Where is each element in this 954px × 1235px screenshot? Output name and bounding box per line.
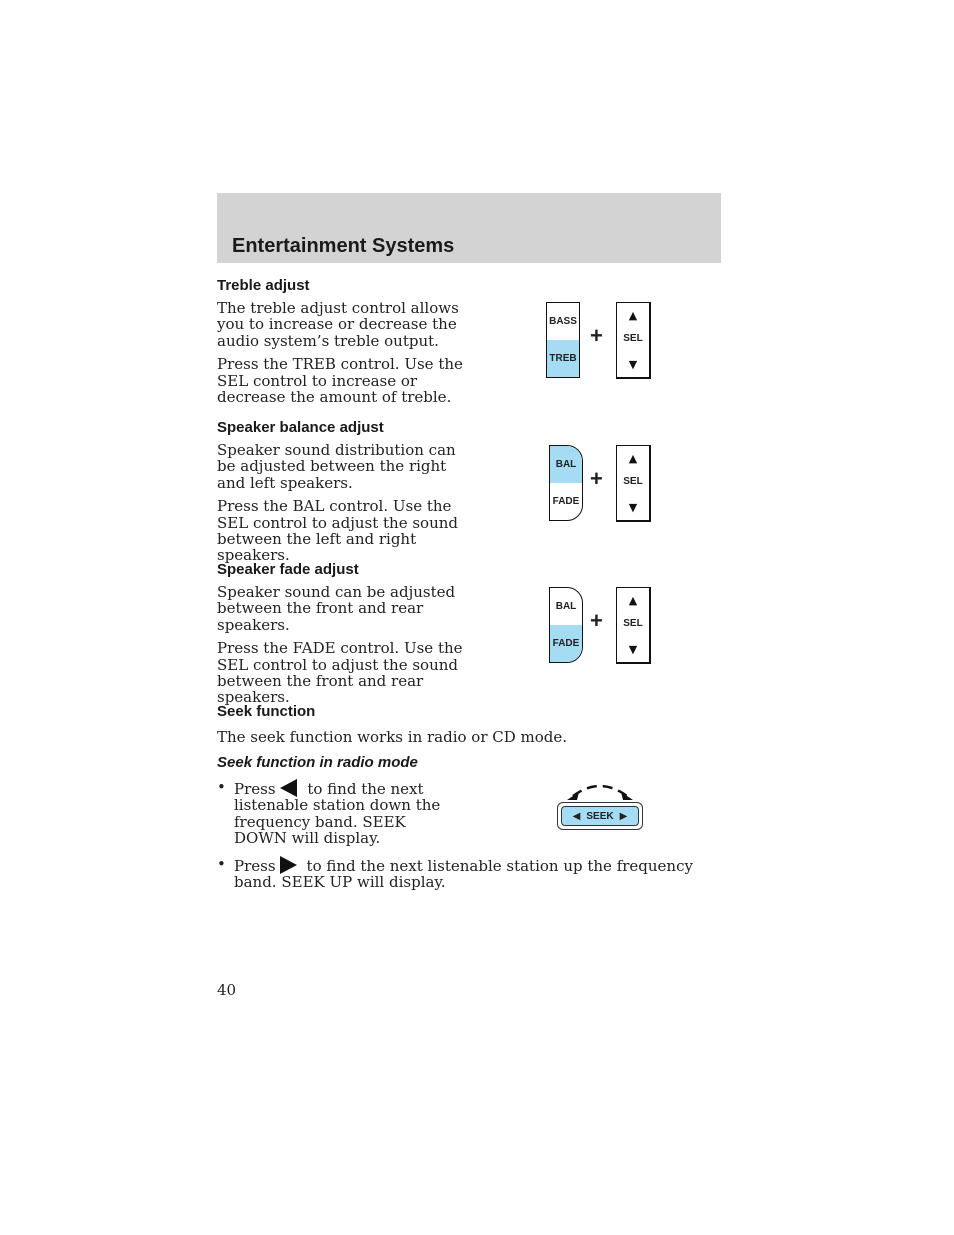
- header-band: [217, 193, 721, 263]
- plus-sign: +: [590, 608, 603, 633]
- seek-up-description: to find the next listenable station up the frequency band. SEEK UP will display.: [234, 857, 693, 892]
- seek-up-arrow-icon: [280, 856, 297, 874]
- seek-button-face: [561, 806, 639, 826]
- down-arrow-icon: ▼: [628, 501, 638, 514]
- bullet-marker: •: [217, 778, 226, 796]
- seek-down-text: [234, 779, 459, 847]
- page-number: 40: [217, 981, 237, 999]
- fade-label: FADE: [550, 625, 582, 662]
- up-arrow-icon: ▲: [628, 309, 638, 322]
- treble-paragraph-1: The treble adjust control allows you to increase or decrease the audio system’s treble output.: [217, 299, 459, 350]
- seek-label: SEEK: [586, 810, 614, 822]
- bass-label: BASS: [549, 316, 577, 327]
- sel-button: [616, 302, 651, 379]
- seek-up-text: [234, 856, 714, 891]
- bal-label: BAL: [555, 601, 577, 612]
- treble-paragraph-2: Press the TREB control. Use the SEL control to increase or decrease the amount of treble.: [217, 355, 463, 407]
- balance-paragraph-1: Speaker sound distribution can be adjusted between the right and left speakers.: [217, 441, 456, 492]
- treble-title: Treble adjust: [217, 277, 310, 294]
- seek-right-arrow-icon: ▶: [619, 810, 628, 822]
- bal-fade-button: [549, 445, 583, 521]
- up-arrow-icon: ▲: [628, 594, 638, 607]
- seek-title: Seek function: [217, 703, 316, 720]
- fade-title: Speaker fade adjust: [217, 561, 359, 578]
- treb-label: TREB: [547, 340, 579, 377]
- treble-section: [217, 277, 477, 405]
- press-label: Press: [234, 857, 276, 875]
- plus-sign: +: [590, 323, 603, 348]
- seek-radio-subsection: [217, 754, 737, 777]
- seek-down-arrow-icon: [280, 779, 297, 797]
- up-arrow-icon: ▲: [628, 452, 638, 465]
- sel-button: [616, 445, 651, 522]
- seek-section: [217, 703, 737, 745]
- bass-treb-button: [546, 302, 580, 378]
- down-arrow-icon: ▼: [628, 643, 638, 656]
- bal-fade-button: [549, 587, 583, 663]
- plus-sign: +: [590, 466, 603, 491]
- fade-section: [217, 561, 477, 706]
- balance-title: Speaker balance adjust: [217, 419, 384, 436]
- bullet-marker: •: [217, 855, 226, 873]
- seek-paragraph: The seek function works in radio or CD mode.: [217, 728, 568, 746]
- sel-label: SEL: [623, 476, 643, 487]
- fade-paragraph-2: Press the FADE control. Use the SEL control to adjust the sound between the front and rear speakers.: [217, 639, 463, 707]
- chapter-title: Entertainment Systems: [232, 235, 455, 257]
- seek-radio-title: Seek function in radio mode: [217, 754, 418, 771]
- down-arrow-icon: ▼: [628, 358, 638, 371]
- fade-label: FADE: [552, 496, 580, 507]
- balance-paragraph-2: Press the BAL control. Use the SEL control to adjust the sound between the left and right speakers.: [217, 497, 459, 565]
- press-label: Press: [234, 780, 276, 798]
- seek-button: [557, 802, 643, 830]
- seek-down-description: to find the next listenable station down the frequency band. SEEK DOWN will display.: [234, 780, 441, 848]
- sel-label: SEL: [623, 618, 643, 629]
- seek-left-arrow-icon: ◀: [572, 810, 581, 822]
- fade-paragraph-1: Speaker sound can be adjusted between the front and rear speakers.: [217, 583, 456, 634]
- bal-label: BAL: [550, 446, 582, 483]
- seek-button-figure: [555, 778, 645, 834]
- sel-label: SEL: [623, 333, 643, 344]
- sel-button: [616, 587, 651, 664]
- balance-section: [217, 419, 477, 564]
